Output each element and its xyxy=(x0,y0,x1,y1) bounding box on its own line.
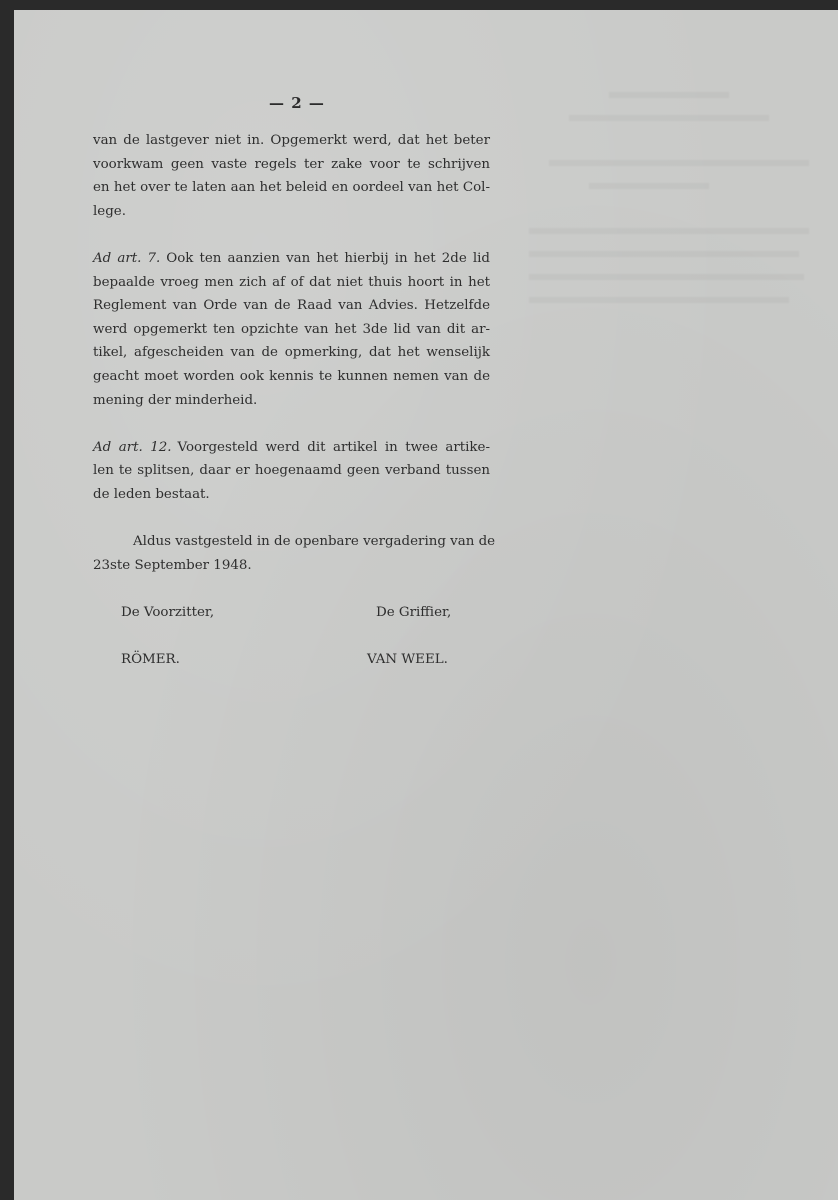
text-line: van de lastgever niet in. Opgemerkt werd, dat het beter xyxy=(93,133,490,148)
signature-names xyxy=(93,648,490,672)
page-number: — 2 — xyxy=(269,94,325,112)
text-line-content: Ook ten aanzien van het hierbij in het 2de lid xyxy=(166,250,490,266)
chairman-name: RÖMER. xyxy=(121,652,180,668)
text-line: werd opgemerkt ten opzichte van het 3de lid van dit ar- xyxy=(93,321,490,337)
text-line: geacht moet worden ook kennis te kunnen nemen van de xyxy=(93,368,490,384)
paragraph-art-7 xyxy=(93,247,490,412)
chairman-title: De Voorzitter, xyxy=(121,604,215,620)
text-line: mening der minderheid. xyxy=(93,392,258,408)
show-through-right-top xyxy=(529,75,829,435)
text-line: tikel, afgescheiden van de opmerking, dat het wenselijk xyxy=(93,345,490,361)
article-reference: Ad art. 12. xyxy=(93,439,172,455)
text-line: len te splitsen, daar er hoegenaamd geen verband tussen xyxy=(93,463,490,479)
paragraph-lastgever xyxy=(93,129,490,223)
document-page xyxy=(14,10,838,1200)
text-line: Aldus vastgesteld in de openbare vergadering van de xyxy=(133,534,496,550)
signature-titles xyxy=(93,601,490,625)
paragraph-closing xyxy=(93,530,496,577)
text-line xyxy=(93,436,490,460)
clerk-title: De Griffier, xyxy=(376,604,452,620)
text-line: bepaalde vroeg men zich af of dat niet thuis hoort in het xyxy=(93,274,490,290)
article-reference: Ad art. 7. xyxy=(93,250,161,266)
text-line: Reglement van Orde van de Raad van Advies. Hetzelfde xyxy=(93,298,490,314)
text-line: lege. xyxy=(93,203,126,219)
clerk-name: VAN WEEL. xyxy=(367,652,448,668)
text-line-content: Voorgesteld werd dit artikel in twee artike- xyxy=(177,439,490,455)
document-body xyxy=(93,129,496,672)
text-line: en het over te laten aan het beleid en oordeel van het Col- xyxy=(93,180,490,196)
text-line: 23ste September 1948. xyxy=(93,557,252,573)
text-line xyxy=(93,247,490,271)
text-line: voorkwam geen vaste regels ter zake voor te schrijven xyxy=(93,156,490,172)
paragraph-art-12 xyxy=(93,436,490,507)
text-line: de leden bestaat. xyxy=(93,486,210,502)
